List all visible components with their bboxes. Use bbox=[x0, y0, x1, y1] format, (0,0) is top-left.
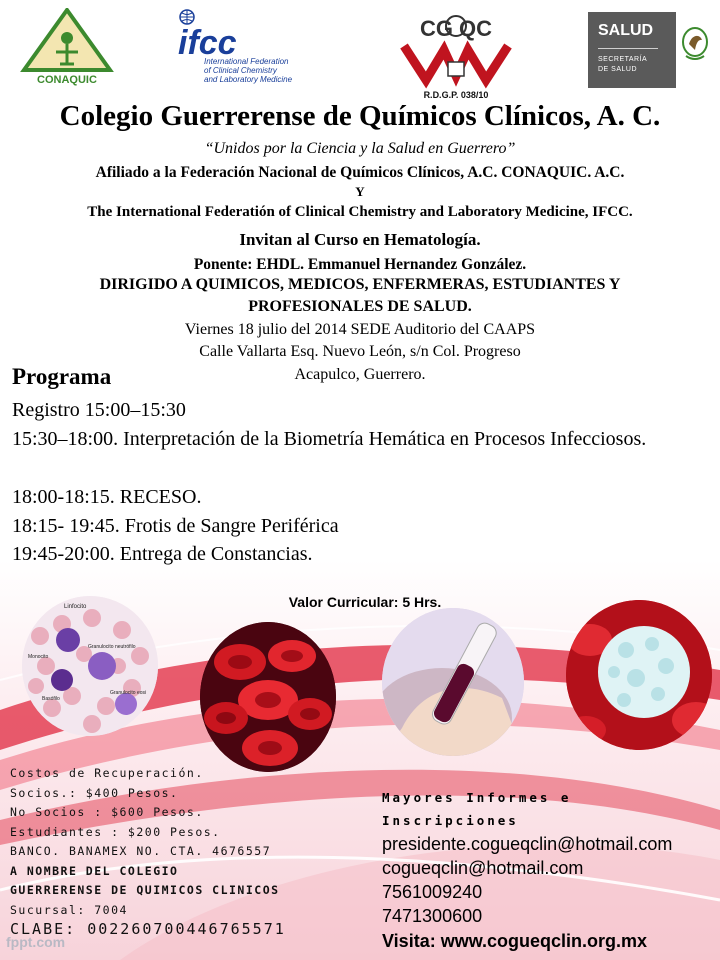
program-item: 15:30–18:00. Interpretación de la Biometría Hemática en Procesos Infecciosos. bbox=[12, 428, 647, 450]
blood-sample-tube-photo bbox=[382, 608, 524, 756]
info-heading-2: Inscripciones bbox=[382, 813, 519, 828]
account-holder-line-2: GUERRERENSE DE QUIMICOS CLINICOS bbox=[10, 883, 280, 897]
phone-2: 7471300600 bbox=[382, 906, 483, 926]
salud-logo bbox=[588, 12, 714, 88]
red-blood-cells-illustration bbox=[200, 622, 336, 772]
costs-non-members: No Socios : $600 Pesos. bbox=[10, 805, 204, 819]
smear-label-basophil: Basófilo bbox=[42, 696, 60, 702]
ifcc-subtitle-1: International Federation bbox=[204, 57, 289, 66]
smear-label-neutrophil: Granulocito neutrófilo bbox=[88, 644, 136, 650]
bank-branch: Sucursal: 7004 bbox=[10, 902, 128, 917]
recovery-costs-block bbox=[10, 764, 286, 940]
curricular-value: Valor Curricular: 5 Hrs. bbox=[288, 594, 442, 610]
smear-label-eosinophil: Granulocito eosi bbox=[110, 690, 147, 696]
account-holder-line-1: A NOMBRE DEL COLEGIO bbox=[10, 863, 179, 878]
date-venue-line: Viernes 18 julio del 2014 SEDE Auditorio del CAAPS bbox=[184, 321, 536, 338]
smear-label-lymphocyte: Linfocito bbox=[64, 604, 87, 610]
blood-tube-illustration bbox=[382, 608, 524, 756]
email-president[interactable]: presidente.cogueqclin@hotmail.com bbox=[382, 834, 673, 854]
mexico-eagle-icon bbox=[676, 22, 714, 72]
affiliation-line: Afiliado a la Federación Nacional de Químicos Clínicos, A.C. CONAQUIC. A.C. bbox=[95, 164, 625, 181]
ifcc-subtitle-3: and Laboratory Medicine bbox=[204, 75, 293, 84]
costs-members: Socios.: $400 Pesos. bbox=[10, 785, 179, 800]
fppt-watermark: fppt.com bbox=[6, 934, 66, 950]
bank-account: BANCO. BANAMEX NO. CTA. 4676557 bbox=[10, 844, 272, 858]
college-title: Colegio Guerrerense de Químicos Clínicos, A. C. bbox=[59, 100, 661, 132]
clabe-number: CLABE: 002260700446765571 bbox=[10, 920, 286, 938]
website-link[interactable]: Visita: www.cogueqclin.org.mx bbox=[382, 931, 648, 951]
ifcc-logo-text: ifcc bbox=[178, 24, 237, 62]
program-item: 18:00-18:15. RECESO. bbox=[12, 486, 202, 508]
program-item: Registro 15:00–15:30 bbox=[12, 399, 186, 421]
cgqc-logo bbox=[398, 10, 514, 100]
cgqc-logo-text: CG QC bbox=[419, 16, 493, 41]
conaquic-logo-text: CONAQUIC bbox=[37, 74, 97, 86]
costs-title: Costos de Recuperación. bbox=[10, 766, 204, 780]
college-motto: “Unidos por la Ciencia y la Salud en Guerrero” bbox=[204, 140, 516, 157]
contact-info-block bbox=[382, 786, 672, 954]
white-blood-cell-photo bbox=[566, 600, 712, 750]
salud-logo-subtext-1: SECRETARÍA bbox=[598, 56, 648, 63]
audience-line-1: DIRIGIDO A QUIMICOS, MEDICOS, ENFERMERAS, ESTUDIANTES Y bbox=[99, 276, 621, 293]
course-invitation: Invitan al Curso en Hematología. bbox=[239, 230, 481, 249]
conjunction-y: Y bbox=[355, 184, 365, 199]
speaker-line: Ponente: EHDL. Emmanuel Hernandez González. bbox=[193, 256, 527, 273]
salud-logo-subtext-2: DE SALUD bbox=[598, 66, 638, 73]
smear-label-monocyte: Monocito bbox=[28, 654, 49, 660]
info-heading-1: Mayores Informes e bbox=[382, 790, 572, 805]
city-line: Acapulco, Guerrero. bbox=[294, 366, 426, 383]
red-blood-cells-photo bbox=[200, 622, 336, 772]
blood-smear-illustration bbox=[22, 596, 158, 736]
salud-logo-divider bbox=[598, 48, 658, 49]
blood-smear-photo bbox=[22, 596, 158, 736]
cgqc-registration-code: R.D.G.P. 038/10 bbox=[423, 90, 489, 100]
program-title: Programa bbox=[12, 364, 112, 389]
mexico-coat-of-arms-panel bbox=[676, 12, 714, 88]
ifcc-logo bbox=[178, 8, 298, 88]
salud-logo-text: SALUD bbox=[598, 22, 654, 39]
address-line: Calle Vallarta Esq. Nuevo León, s/n Col. Progreso bbox=[199, 343, 521, 360]
costs-students: Estudiantes : $200 Pesos. bbox=[10, 824, 221, 839]
program-item: 18:15- 19:45. Frotis de Sangre Periférica bbox=[12, 515, 339, 537]
ifcc-subtitle-2: of Clinical Chemistry bbox=[204, 66, 277, 75]
conaquic-logo bbox=[20, 8, 114, 86]
ifcc-full-name: The International Federatión of Clinical Chemistry and Laboratory Medicine, IFCC. bbox=[87, 204, 633, 220]
audience-line-2: PROFESIONALES DE SALUD. bbox=[248, 298, 472, 315]
program-item: 19:45-20:00. Entrega de Constancias. bbox=[12, 543, 313, 565]
white-blood-cell-illustration bbox=[566, 600, 712, 750]
phone-1: 7561009240 bbox=[382, 882, 483, 902]
email-college[interactable]: cogueqclin@hotmail.com bbox=[382, 858, 584, 878]
